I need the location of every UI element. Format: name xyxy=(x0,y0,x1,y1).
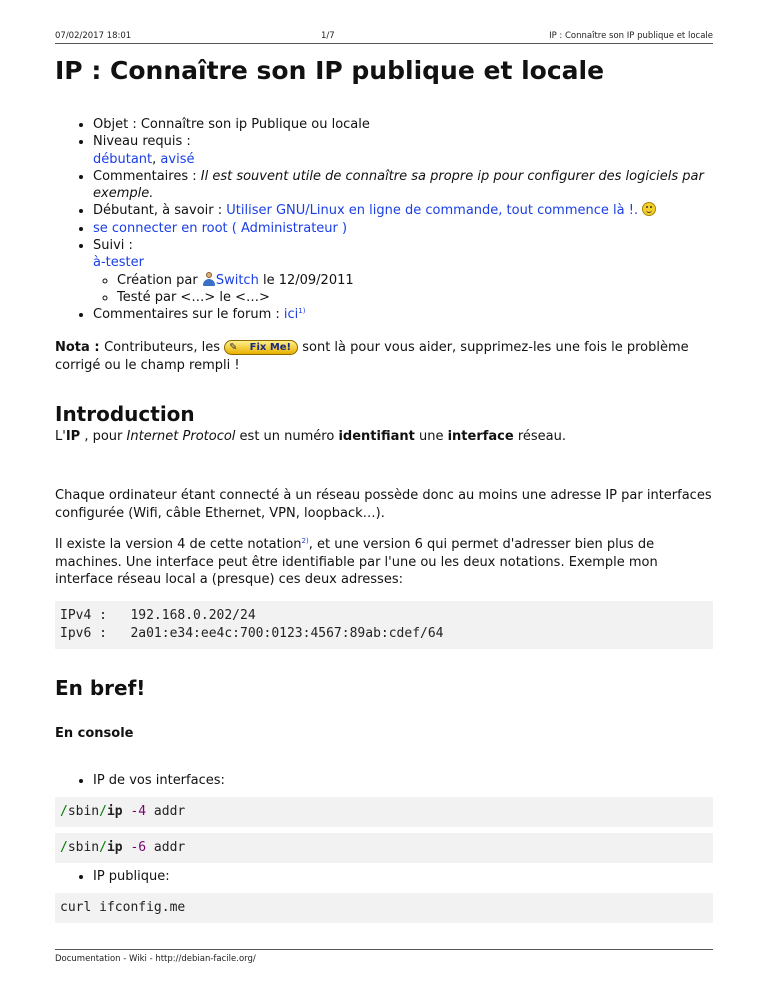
nota-text: Contributeurs, les xyxy=(104,340,225,355)
nota-text: sont là pour vous aider, supprimez-les une fois le problème corrigé ou le champ rempli ! xyxy=(55,340,689,373)
text-bold: interface xyxy=(447,429,514,444)
page-footer: Documentation - Wiki - http://debian-facile.org/ xyxy=(55,949,713,964)
link-debutant[interactable]: débutant xyxy=(93,151,153,167)
commentaires-label: Commentaires : xyxy=(93,168,201,184)
list-item xyxy=(117,289,715,306)
user-icon xyxy=(202,272,216,286)
section-heading-introduction: Introduction xyxy=(55,402,195,426)
code-token: / xyxy=(60,840,68,855)
commentaires-text: Il est souvent utile de connaître sa propre ip pour configurer des logiciels par exemple. xyxy=(93,168,704,202)
list-item xyxy=(93,168,715,203)
link-ligne-de-commande[interactable]: Utiliser GNU/Linux en ligne de commande, tout commence là !. xyxy=(226,203,639,219)
link-forum-ici[interactable]: ici xyxy=(283,307,299,323)
code-block-addresses: IPv4 : 192.168.0.202/24 Ipv6 : 2a01:e34:ee4c:700:0123:4567:89ab:cdef/64 xyxy=(55,601,713,649)
code-token: / xyxy=(99,840,107,855)
niveau-label: Niveau requis : xyxy=(93,134,191,150)
subheading-en-console: En console xyxy=(55,726,134,741)
link-a-tester[interactable]: à-tester xyxy=(93,255,144,271)
paragraph: Chaque ordinateur étant connecté à un réseau possède donc au moins une adresse IP par interfaces configurée (Wifi, câble Ethernet, VPN, loopback…). xyxy=(55,488,712,521)
code-token: ip xyxy=(106,840,123,855)
list-item xyxy=(93,116,715,133)
suivi-label: Suivi : xyxy=(93,238,133,254)
link-user-switch[interactable]: Switch xyxy=(215,272,259,288)
page-title: IP : Connaître son IP publique et locale xyxy=(55,56,605,85)
objet-text: Connaître son ip Publique ou locale xyxy=(140,117,370,132)
list xyxy=(55,869,170,884)
link-root[interactable]: se connecter en root ( Administrateur ) xyxy=(93,220,348,236)
list-item: • IP de vos interfaces: xyxy=(93,773,225,788)
code-token: sbin xyxy=(67,804,100,819)
code-token: / xyxy=(99,804,107,819)
text: , pour xyxy=(80,429,127,444)
link-avise[interactable]: avisé xyxy=(160,151,195,167)
paragraph xyxy=(55,536,715,589)
code-token: sbin xyxy=(67,840,100,855)
list xyxy=(55,773,225,788)
code-token: addr xyxy=(146,804,186,819)
list-item xyxy=(93,306,715,323)
text-italic: Internet Protocol xyxy=(126,429,236,444)
list-item xyxy=(93,202,715,219)
page-header xyxy=(55,31,713,44)
code-token: -6 xyxy=(122,840,147,855)
text: , et une version 6 qui permet d'adresser bien plus de machines. Une interface peut être identifiable par l'une ou les deux notations. Exemple mon interface réseau local a (presque) ces deux adresses: xyxy=(55,537,658,587)
list-item xyxy=(93,237,715,306)
section-heading-en-bref: En bref! xyxy=(55,676,146,700)
nota-paragraph xyxy=(55,339,715,375)
text-bold: IP xyxy=(65,429,81,444)
text: L' xyxy=(55,429,66,444)
teste-text: Testé par <…> le <…> xyxy=(117,289,270,305)
footnote-link-2[interactable]: 2) xyxy=(301,537,309,545)
code-block-ipv6 xyxy=(55,833,713,863)
info-list xyxy=(55,116,715,324)
code-block-curl: curl ifconfig.me xyxy=(55,893,713,923)
code-token: addr xyxy=(146,840,186,855)
header-doc-title: IP : Connaître son IP publique et locale xyxy=(549,31,713,41)
list-item: • IP publique: xyxy=(93,869,170,884)
fixme-badge: ✎ Fix Me! xyxy=(224,340,298,355)
code-block-ipv4 xyxy=(55,797,713,827)
code-token: -4 xyxy=(122,804,147,819)
creation-date: le 12/09/2011 xyxy=(258,272,354,288)
suivi-sublist xyxy=(93,272,715,307)
list-item xyxy=(93,133,715,168)
text: Il existe la version 4 de cette notation xyxy=(55,537,302,552)
forum-label: Commentaires sur le forum : xyxy=(93,307,284,323)
debutant-label: Débutant, à savoir : xyxy=(93,203,227,219)
paragraph xyxy=(55,428,715,446)
header-datetime: 07/02/2017 18:01 xyxy=(55,31,132,41)
header-page-number: 1/7 xyxy=(321,31,335,41)
text: une xyxy=(414,429,448,444)
objet-label: Objet : xyxy=(93,117,141,132)
code-token: ip xyxy=(106,804,123,819)
creation-label: Création par xyxy=(117,272,202,288)
nota-label: Nota : xyxy=(55,340,105,355)
smiley-icon xyxy=(642,202,656,216)
text: est un numéro xyxy=(235,429,339,444)
list-item xyxy=(117,272,715,289)
list-item xyxy=(93,220,715,237)
text: réseau. xyxy=(513,429,567,444)
separator: , xyxy=(152,151,161,167)
code-token: / xyxy=(60,804,68,819)
text-bold: identifiant xyxy=(338,429,415,444)
footnote-link-1[interactable]: 1) xyxy=(298,307,306,316)
